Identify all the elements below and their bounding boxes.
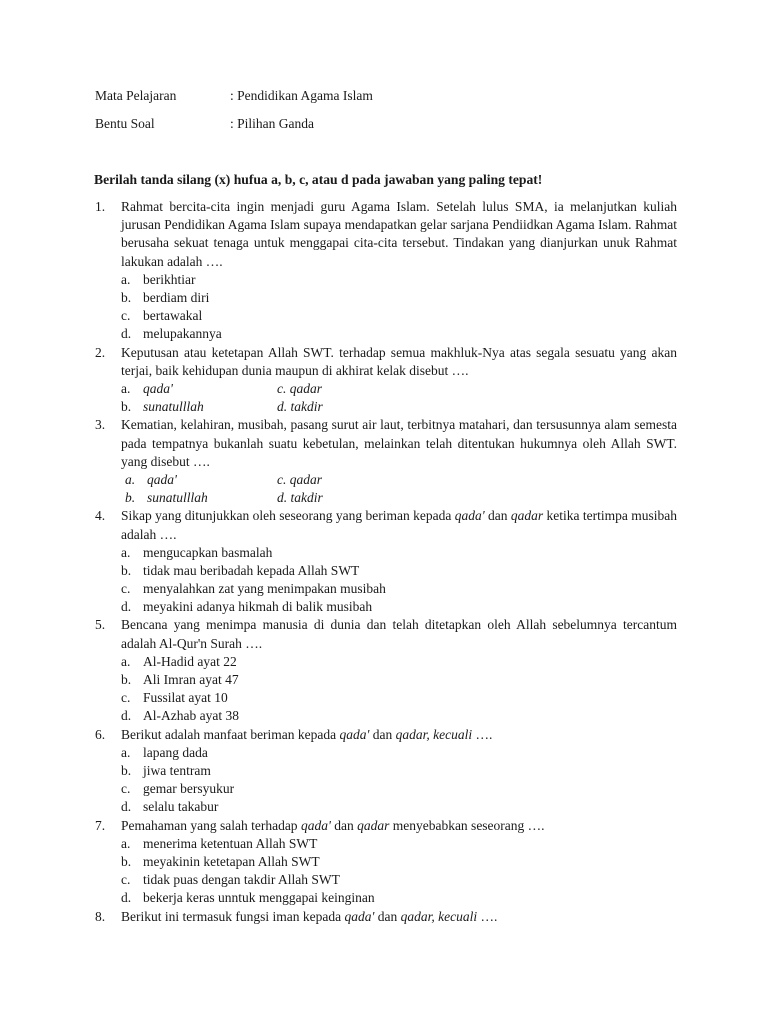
question-text [121, 507, 677, 543]
option-text: mengucapkan basmalah [143, 544, 273, 560]
text-segment: …. [472, 726, 493, 742]
subject-value: : Pendidikan Agama Islam [230, 88, 373, 103]
option-letter: a. [121, 653, 131, 669]
text-segment: Pemahaman yang salah terhadap [121, 817, 301, 833]
option-a[interactable] [121, 744, 677, 762]
option-b[interactable] [121, 562, 677, 580]
option-a[interactable] [121, 380, 173, 398]
option-text: Fussilat ayat 10 [143, 690, 228, 706]
option-text: tidak mau beribadah kepada Allah SWT [143, 562, 360, 578]
question-8 [95, 908, 677, 926]
option-c[interactable] [121, 780, 677, 798]
option-text: berikhtiar [143, 271, 196, 287]
option-d[interactable] [121, 707, 677, 725]
option-text: selalu takabur [143, 799, 219, 815]
option-text: gemar bersyukur [143, 781, 235, 797]
option-letter: a. [121, 271, 131, 287]
option-letter: d. [121, 708, 132, 724]
option-d[interactable]: d. takdir [277, 399, 323, 415]
form-value: : Pilihan Ganda [230, 116, 314, 131]
text-segment: Sikap yang ditunjukkan oleh seseorang yang beriman kepada [121, 508, 455, 524]
option-text: qada' [143, 380, 173, 396]
option-letter: b. [121, 672, 132, 688]
option-d[interactable]: d. takdir [277, 490, 323, 506]
option-letter: b. [121, 290, 132, 305]
term-qada: qada' [344, 908, 375, 924]
question-number: 3. [95, 417, 106, 433]
option-row [121, 398, 677, 416]
option-d[interactable] [121, 798, 677, 816]
instruction: Berilah tanda silang (x) hufua a, b, c, atau d pada jawaban yang paling tepat! [94, 172, 543, 187]
option-letter: b. [121, 562, 132, 578]
question-list [95, 198, 677, 926]
option-letter: a. [121, 544, 131, 560]
text-segment: dan [369, 726, 396, 742]
option-letter: d. [121, 890, 132, 906]
question-text [121, 908, 677, 926]
option-row [121, 471, 677, 489]
option-letter: d. [121, 599, 132, 615]
option-a[interactable] [125, 471, 177, 489]
option-letter: c. [121, 690, 131, 706]
option-a[interactable] [121, 544, 677, 562]
option-d[interactable] [121, 889, 677, 907]
option-letter: b. [125, 490, 136, 506]
question-number: 4. [95, 508, 106, 524]
option-d[interactable] [121, 325, 677, 343]
subject-label: Mata Pelajaran [95, 88, 177, 103]
option-b[interactable] [121, 762, 677, 780]
option-letter: a. [125, 471, 136, 487]
question-5 [95, 616, 677, 725]
option-letter: b. [121, 853, 132, 869]
option-letter: a. [121, 835, 131, 851]
option-letter: d. [121, 799, 132, 815]
option-text: menyalahkan zat yang menimpakan musibah [143, 581, 386, 597]
text-segment: dan [484, 508, 511, 524]
option-text: Ali Imran ayat 47 [143, 672, 239, 688]
option-text: Al-Azhab ayat 38 [143, 708, 239, 724]
question-text: Rahmat bercita-cita ingin menjadi guru Agama Islam. Setelah lulus SMA, ia melanjutkan kuliah jurusan Pendidikan Agama Islam supaya mendapatkan gelar sarjana Pendiidkan Agama Islam. Rahmat berusaha sekuat tenaga untuk menggapai cita-cita tersebut. Tindakan yang dianjurkan unuk Rahmat lakukan adalah …. [121, 199, 677, 269]
question-1 [95, 198, 677, 344]
option-letter: b. [121, 399, 132, 415]
option-text: bertawakal [143, 308, 203, 324]
term-qadar: qadar [357, 817, 390, 833]
option-letter: c. [121, 581, 131, 597]
text-segment: Berikut ini termasuk fungsi iman kepada [121, 908, 345, 924]
option-c[interactable]: c. qadar [277, 471, 322, 487]
term-qada: qada' [454, 508, 485, 524]
option-letter: a. [121, 744, 131, 760]
question-text: Keputusan atau ketetapan Allah SWT. terhadap semua makhluk-Nya atas segala sesuatu yang akan terjai, baik kehidupan dunia maupun di akhirat kelak disebut …. [121, 344, 677, 378]
option-letter: b. [121, 763, 132, 779]
term-qada: qada' [339, 726, 370, 742]
option-text: Al-Hadid ayat 22 [143, 653, 237, 669]
question-text [121, 726, 677, 744]
term-qadar: qadar, kecuali [400, 908, 478, 924]
option-text: meyakini adanya hikmah di balik musibah [143, 599, 373, 615]
term-qadar: qadar [510, 508, 544, 524]
option-text: tidak puas dengan takdir Allah SWT [143, 872, 340, 888]
option-text: lapang dada [143, 744, 208, 760]
option-letter: c. [121, 308, 131, 324]
option-row [121, 380, 677, 398]
question-6 [95, 726, 677, 817]
option-row [121, 489, 677, 507]
option-c[interactable] [121, 307, 677, 325]
option-letter: d. [121, 326, 132, 342]
option-text: menerima ketentuan Allah SWT [143, 835, 318, 851]
option-text: jiwa tentram [143, 763, 211, 779]
text-segment: ketika tertimpa musibah adalah …. [121, 508, 677, 542]
option-letter: a. [121, 380, 131, 396]
question-number: 8. [95, 908, 106, 924]
text-segment: menyebabkan seseorang …. [389, 817, 545, 833]
option-c[interactable]: c. qadar [277, 380, 322, 396]
option-b[interactable] [121, 289, 677, 307]
text-segment: dan [374, 908, 401, 924]
question-number: 7. [95, 817, 106, 833]
option-c[interactable] [121, 871, 677, 889]
text-segment: dan [330, 817, 358, 833]
text-segment: Berikut adalah manfaat beriman kepada [121, 726, 340, 742]
option-text: sunatulllah [147, 490, 208, 506]
option-b[interactable] [125, 489, 208, 507]
option-c[interactable] [121, 689, 677, 707]
option-text: sunatulllah [143, 399, 204, 415]
form-label: Bentu Soal [95, 116, 155, 131]
text-segment: …. [477, 908, 498, 924]
question-text: Bencana yang menimpa manusia di dunia dan telah ditetapkan oleh Allah sebelumnya tercantum adalah Al-Qur'n Surah …. [121, 617, 677, 651]
option-a[interactable] [121, 653, 677, 671]
option-a[interactable] [121, 271, 677, 289]
question-number: 5. [95, 617, 106, 633]
question-number: 6. [95, 726, 106, 742]
option-b[interactable] [121, 853, 677, 871]
option-c[interactable] [121, 580, 677, 598]
question-number: 2. [95, 344, 106, 360]
option-text: bekerja keras unntuk menggapai keinginan [143, 890, 375, 906]
question-text [121, 817, 677, 835]
option-b[interactable] [121, 671, 677, 689]
option-text: melupakannya [143, 326, 222, 342]
term-qada: qada' [300, 817, 331, 833]
option-b[interactable] [121, 398, 204, 416]
option-text: qada' [147, 471, 177, 487]
question-2 [95, 344, 677, 417]
term-qadar: qadar, kecuali [395, 726, 473, 742]
question-4 [95, 507, 677, 616]
option-text: berdiam diri [143, 290, 210, 305]
question-number: 1. [95, 199, 106, 214]
option-d[interactable] [121, 598, 677, 616]
question-3 [95, 416, 677, 507]
option-text: meyakinin ketetapan Allah SWT [143, 853, 320, 869]
question-text: Kematian, kelahiran, musibah, pasang surut air laut, terbitnya matahari, dan tersusunnya alam semesta pada tempatnya bukanlah suatu kebetulan, melainkan telah ditentukan hukumnya oleh Allah SWT. yang disebut …. [121, 417, 677, 469]
option-letter: c. [121, 872, 131, 888]
option-letter: c. [121, 781, 131, 797]
question-7 [95, 817, 677, 908]
option-a[interactable] [121, 835, 677, 853]
